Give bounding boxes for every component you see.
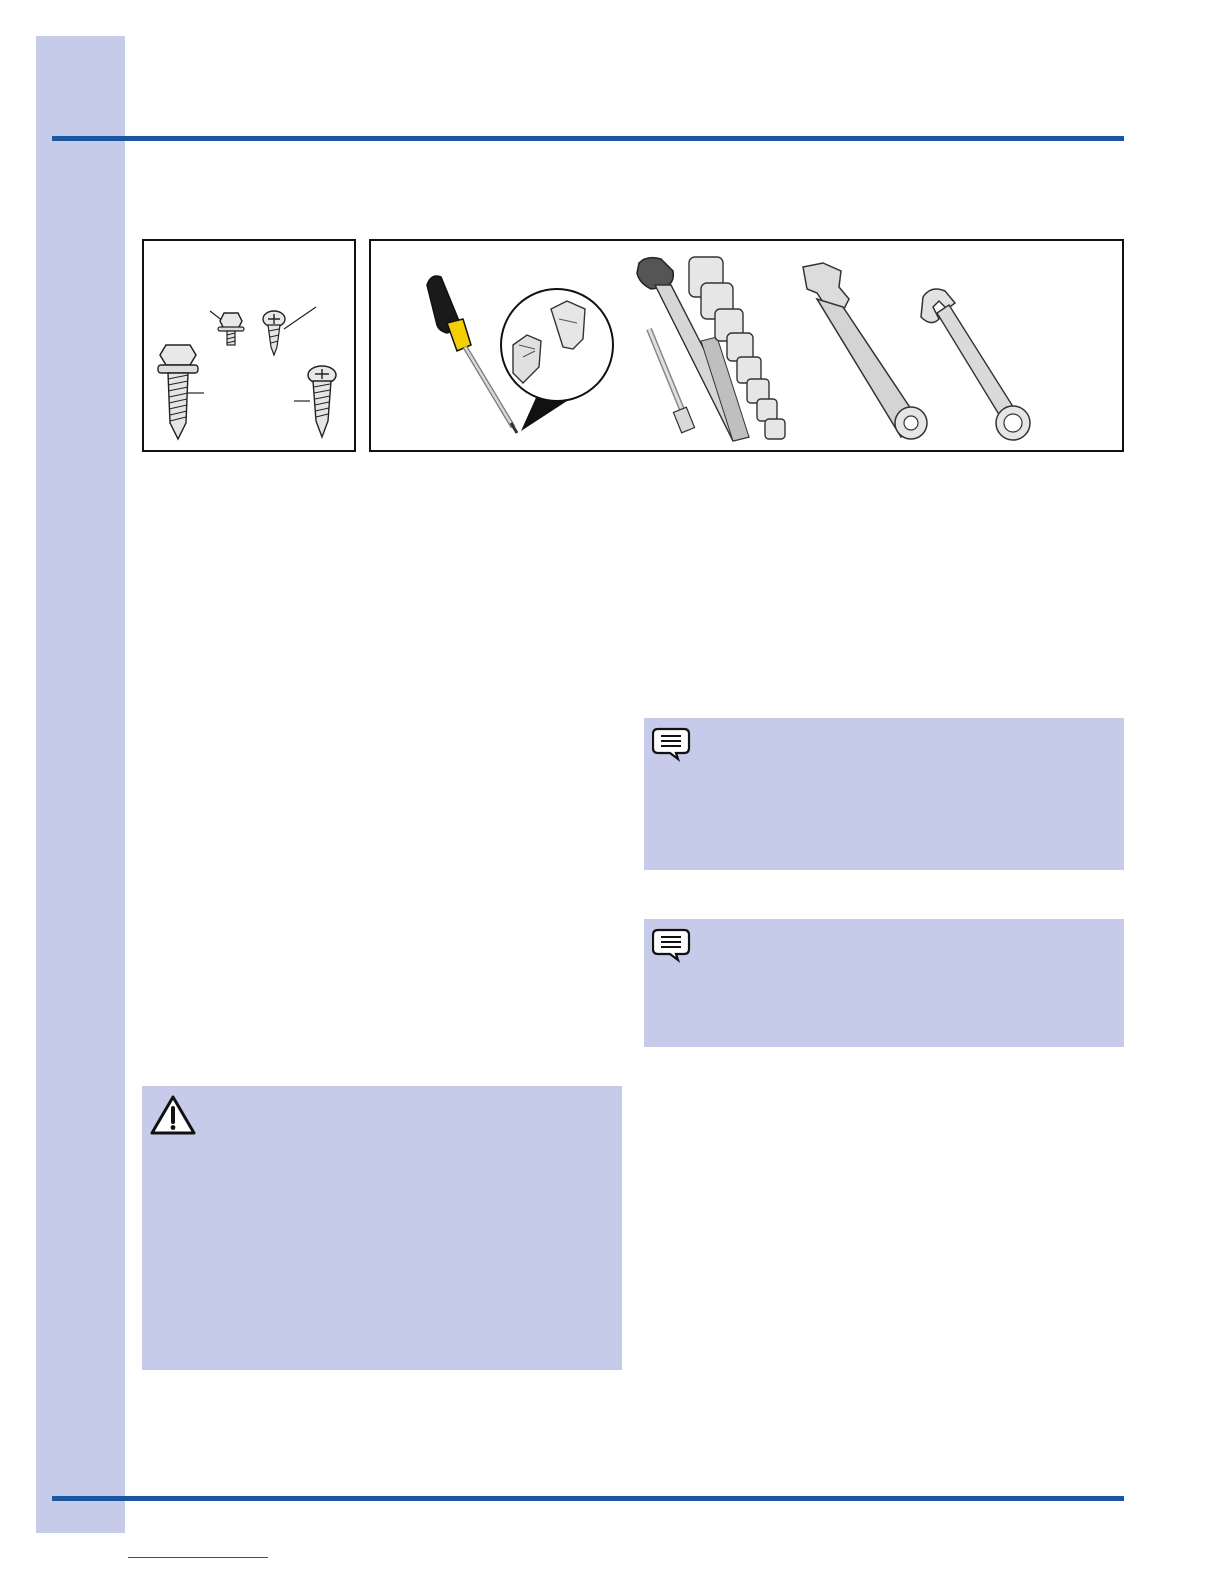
page-sidebar-band bbox=[36, 36, 125, 1533]
note-callout bbox=[644, 718, 1124, 870]
tools-illustration bbox=[371, 241, 1122, 450]
leader-line bbox=[284, 307, 316, 329]
fasteners-figure bbox=[142, 239, 356, 452]
warning-icon bbox=[150, 1094, 196, 1136]
combination-wrench-icon bbox=[921, 289, 1030, 440]
driver-bit-set-icon bbox=[501, 289, 613, 431]
large-hex-head-bolt-icon bbox=[158, 345, 198, 439]
footer-underline bbox=[128, 1557, 268, 1558]
warning-callout bbox=[142, 1086, 622, 1370]
header-rule bbox=[52, 136, 1124, 141]
small-hex-head-screw-icon bbox=[218, 313, 244, 345]
tools-figure bbox=[369, 239, 1124, 452]
note-icon bbox=[652, 927, 692, 963]
small-phillips-screw-icon bbox=[263, 311, 285, 355]
fasteners-illustration bbox=[144, 241, 354, 450]
note-callout bbox=[644, 919, 1124, 1047]
large-pan-head-screw-icon bbox=[308, 366, 336, 437]
adjustable-wrench-icon bbox=[803, 263, 927, 439]
note-icon bbox=[652, 726, 692, 762]
footer-rule bbox=[52, 1496, 1124, 1501]
